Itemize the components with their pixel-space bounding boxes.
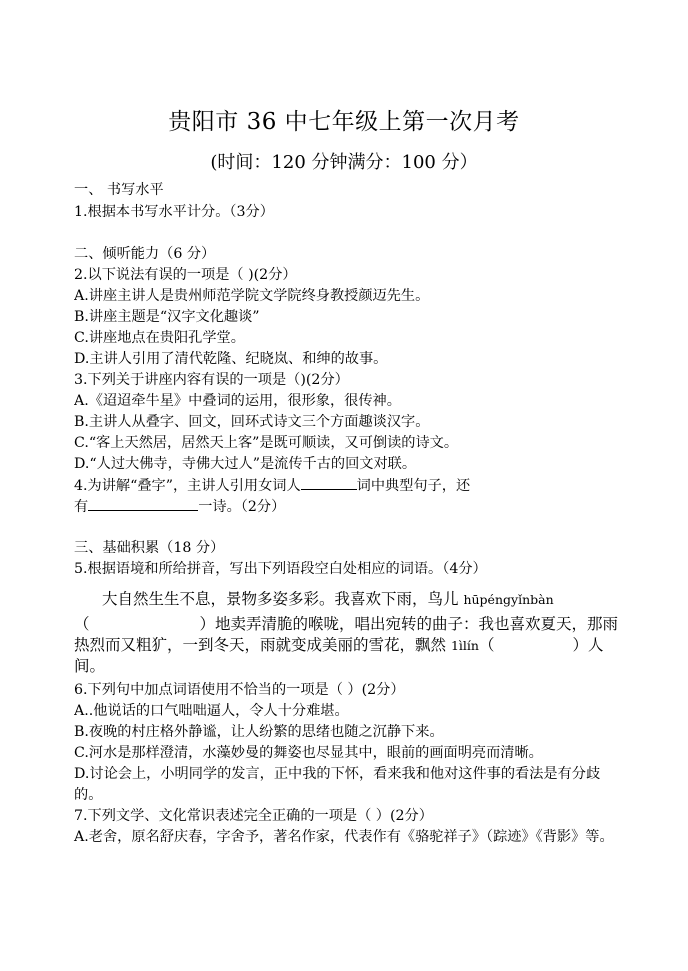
question-5: 5.根据语境和所给拼音，写出下列语段空白处相应的词语。（4分）: [74, 561, 487, 577]
exam-subtitle: (时间：120 分钟满分：100 分）: [210, 152, 478, 173]
section-heading-basics: 三、基础积累（18 分）: [74, 540, 225, 556]
passage-paren-open-1: （: [74, 615, 90, 633]
question-4-text-3: 有: [74, 499, 89, 515]
question-1: 1.根据本书写水平计分。（3分）: [74, 204, 274, 220]
question-7: 7.下列文学、文化常识表述完全正确的一项是（ ）(2分）: [74, 808, 433, 824]
question-4-line-1: [74, 475, 619, 496]
question-3-option-c: C.“客上天然居，居然天上客”是既可顺读，又可倒读的诗文。: [74, 435, 459, 451]
passage-paren-open-2: （: [478, 636, 495, 654]
question-3: 3.下列关于讲座内容有误的一项是（)(2分）: [74, 372, 349, 388]
answer-blank[interactable]: [301, 475, 357, 490]
question-6-option-b: B.夜晚的村庄格外静谧，让人纷繁的思绪也随之沉静下来。: [74, 724, 444, 740]
question-4-text-1: 4.为讲解“叠字”，主讲人引用女词人: [74, 478, 301, 494]
section-heading-writing: 一、 书写水平: [74, 182, 164, 198]
question-4-text-4: 一诗。（2分）: [198, 499, 286, 515]
question-6-option-a: A..他说话的口气咄咄逼人，令人十分难堪。: [74, 703, 349, 719]
question-6-option-c: C.河水是那样澄清，水藻妙曼的舞姿也尽显其中，眼前的画面明亮而清晰。: [74, 745, 543, 761]
question-7-option-a: A.老舍，原名舒庆春，字舍予，著名作家，代表作有《骆驼祥子》（踪迹》《背影》等。: [74, 829, 614, 845]
section-heading-listening: 二、倾听能力（6 分）: [74, 246, 216, 262]
question-5-passage: [74, 588, 622, 611]
question-2-option-b: B.讲座主题是“汉字文化趣谈”: [74, 309, 260, 325]
question-2-option-a: A.讲座主讲人是贵州师范学院文学院终身教授颜迈先生。: [74, 288, 430, 304]
question-6: 6.下列句中加点词语使用不恰当的一项是（ ）(2分）: [74, 682, 405, 698]
pinyin-hint-1: hūpéngyǐnbàn: [463, 592, 554, 607]
question-4-line-2: [74, 496, 619, 517]
question-3-option-a: A.《迢迢牵牛星》中叠词的运用，很形象，很传神。: [74, 393, 401, 409]
passage-text-5: ）人间。: [74, 636, 604, 675]
question-3-option-b: B.主讲人从叠字、回文，回环式诗文三个方面趣谈汉字。: [74, 414, 430, 430]
passage-text-3: ）地卖弄清脆的喉咙，唱出宛转的曲子：我也喜欢夏天，那雨热烈而又粗犷，一到冬天，雨就变成美丽的雪花，飘然: [74, 615, 619, 654]
answer-blank[interactable]: [88, 496, 198, 511]
passage-text-1: 大自然生生不息，景物多姿多彩。我喜欢下雨，鸟儿: [102, 590, 459, 608]
question-2: 2.以下说法有误的一项是（ )(2分）: [74, 267, 297, 283]
question-3-option-d: D.“人过大佛寺，寺佛大过人”是流传千古的回文对联。: [74, 456, 417, 472]
question-2-option-c: C.讲座地点在贵阳孔学堂。: [74, 330, 245, 346]
question-4-text-2: 词中典型句子，还: [356, 478, 471, 494]
question-6-option-d: D.讨论会上，小明同学的发言，正中我的下怀，看来我和他对这件事的看法是有分歧的。: [74, 766, 601, 803]
exam-title: 贵阳市 36 中七年级上第一次月考: [168, 109, 520, 135]
pinyin-hint-2: 1ìlín: [450, 638, 479, 653]
question-2-option-d: D.主讲人引用了清代乾隆、纪晓岚、和绅的故事。: [74, 351, 388, 367]
question-5-passage-cont: [74, 614, 622, 677]
